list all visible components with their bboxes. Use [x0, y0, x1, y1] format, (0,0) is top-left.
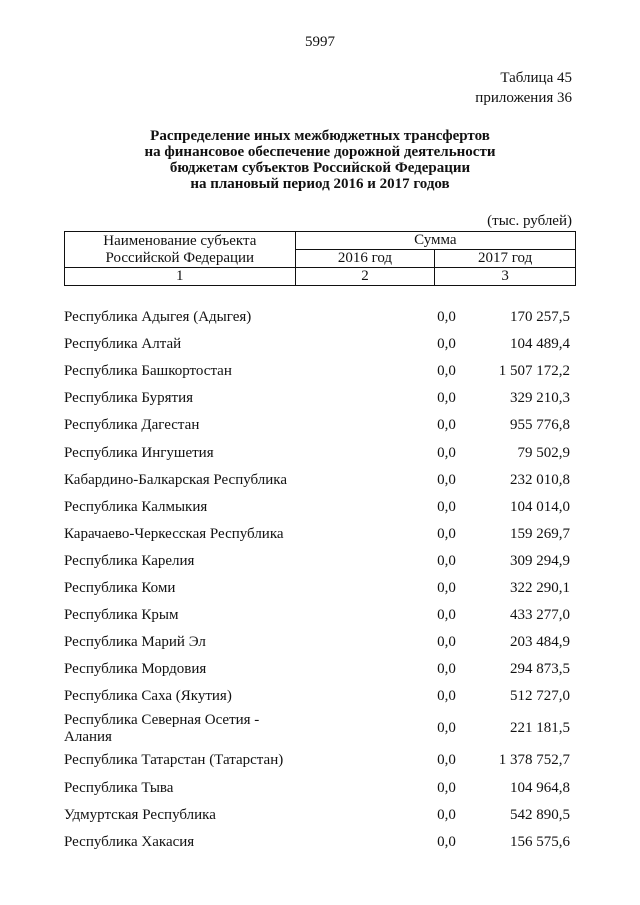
subject-name: Республика Карелия	[64, 552, 195, 569]
title-line3: бюджетам субъектов Российской Федерации	[169, 160, 471, 176]
value-2016: 0,0	[437, 525, 456, 542]
subject-name: Кабардино-Балкарская Республика	[64, 471, 288, 488]
subject-name: Республика Башкортостан	[64, 363, 232, 380]
value-2016: 0,0	[437, 552, 456, 569]
table-row	[64, 683, 576, 710]
table-row	[64, 467, 576, 494]
value-2016: 0,0	[437, 579, 456, 596]
subject-name: Республика Калмыкия	[64, 498, 208, 515]
value-2016: 0,0	[437, 688, 456, 705]
table-reference-line2: приложения 36	[475, 90, 572, 106]
header-col-number-1: 1	[65, 268, 296, 286]
value-2017: 294 873,5	[510, 661, 570, 678]
header-year-2017: 2017 год	[435, 250, 576, 268]
subject-name: Республика Коми	[64, 579, 176, 596]
table-reference-line1: Таблица 45	[500, 70, 572, 86]
value-2016: 0,0	[437, 634, 456, 651]
subject-name: Республика Тыва	[64, 779, 174, 796]
table-row	[64, 385, 576, 412]
value-2016: 0,0	[437, 720, 456, 737]
value-2016: 0,0	[437, 390, 456, 407]
table-body	[64, 304, 576, 856]
table-row	[64, 775, 576, 802]
header-year-2016: 2016 год	[295, 250, 435, 268]
value-2016: 0,0	[437, 417, 456, 434]
title-line2: на финансовое обеспечение дорожной деятельности	[144, 144, 496, 160]
value-2017: 104 489,4	[510, 336, 570, 353]
subject-name: Карачаево-Черкесская Республика	[64, 525, 284, 542]
value-2016: 0,0	[437, 833, 456, 850]
value-2017: 156 575,6	[510, 833, 570, 850]
value-2016: 0,0	[437, 471, 456, 488]
value-2016: 0,0	[437, 806, 456, 823]
header-col-number-3: 3	[435, 268, 576, 286]
value-2016: 0,0	[437, 336, 456, 353]
subject-name-line1: Республика Северная Осетия -	[64, 711, 260, 728]
subject-name: Республика Крым	[64, 607, 179, 624]
title-line4: на плановый период 2016 и 2017 годов	[190, 176, 450, 192]
subject-name: Республика Саха (Якутия)	[64, 688, 232, 705]
subject-name: Республика Дагестан	[64, 417, 200, 434]
value-2016: 0,0	[437, 498, 456, 515]
value-2017: 79 502,9	[517, 444, 570, 461]
table-row	[64, 521, 576, 548]
value-2017: 955 776,8	[510, 417, 570, 434]
table-row	[64, 656, 576, 683]
units-label: (тыс. рублей)	[487, 213, 572, 229]
subject-name	[64, 712, 389, 746]
subject-name: Республика Татарстан (Татарстан)	[64, 752, 284, 769]
value-2017: 1 507 172,2	[498, 363, 570, 380]
value-2016: 0,0	[437, 309, 456, 326]
value-2016: 0,0	[437, 444, 456, 461]
value-2016: 0,0	[437, 752, 456, 769]
header-col-number-2: 2	[295, 268, 435, 286]
table-row	[64, 829, 576, 856]
subject-name-line2: Алания	[64, 728, 112, 745]
value-2017: 232 010,8	[510, 471, 570, 488]
table-row	[64, 358, 576, 385]
value-2016: 0,0	[437, 363, 456, 380]
value-2017: 170 257,5	[510, 309, 570, 326]
table-row	[64, 494, 576, 521]
header-subject-line1: Наименование субъекта	[103, 232, 257, 249]
value-2017: 104 014,0	[510, 498, 570, 515]
table-header	[64, 231, 576, 286]
value-2017: 221 181,5	[510, 720, 570, 737]
subject-name: Республика Адыгея (Адыгея)	[64, 309, 252, 326]
value-2016: 0,0	[437, 779, 456, 796]
header-subject-name	[65, 232, 296, 268]
header-subject-line2: Российской Федерации	[105, 249, 255, 266]
table-row	[64, 802, 576, 829]
table-row	[64, 304, 576, 331]
value-2017: 329 210,3	[510, 390, 570, 407]
table-row	[64, 548, 576, 575]
value-2017: 433 277,0	[510, 607, 570, 624]
subject-name: Республика Мордовия	[64, 661, 207, 678]
value-2017: 309 294,9	[510, 552, 570, 569]
subject-name: Республика Ингушетия	[64, 444, 214, 461]
table-row	[64, 629, 576, 656]
subject-name: Республика Алтай	[64, 336, 182, 353]
table-row	[64, 602, 576, 629]
document-title	[0, 128, 640, 192]
table-row	[64, 710, 576, 747]
subject-name: Республика Марий Эл	[64, 634, 206, 651]
value-2017: 542 890,5	[510, 806, 570, 823]
table-row	[64, 747, 576, 774]
subject-name: Республика Бурятия	[64, 390, 194, 407]
value-2016: 0,0	[437, 607, 456, 624]
table-reference	[475, 68, 572, 108]
value-2017: 1 378 752,7	[498, 752, 570, 769]
value-2017: 104 964,8	[510, 779, 570, 796]
value-2017: 203 484,9	[510, 634, 570, 651]
header-sum: Сумма	[295, 232, 575, 250]
value-2016: 0,0	[437, 661, 456, 678]
table-row	[64, 331, 576, 358]
value-2017: 512 727,0	[510, 688, 570, 705]
table-row	[64, 575, 576, 602]
subject-name: Республика Хакасия	[64, 833, 195, 850]
value-2017: 322 290,1	[510, 579, 570, 596]
title-line1: Распределение иных межбюджетных трансфертов	[150, 128, 490, 144]
value-2017: 159 269,7	[510, 525, 570, 542]
page-number: 5997	[305, 34, 335, 50]
subject-name: Удмуртская Республика	[64, 806, 216, 823]
table-row	[64, 412, 576, 439]
table-row	[64, 439, 576, 466]
